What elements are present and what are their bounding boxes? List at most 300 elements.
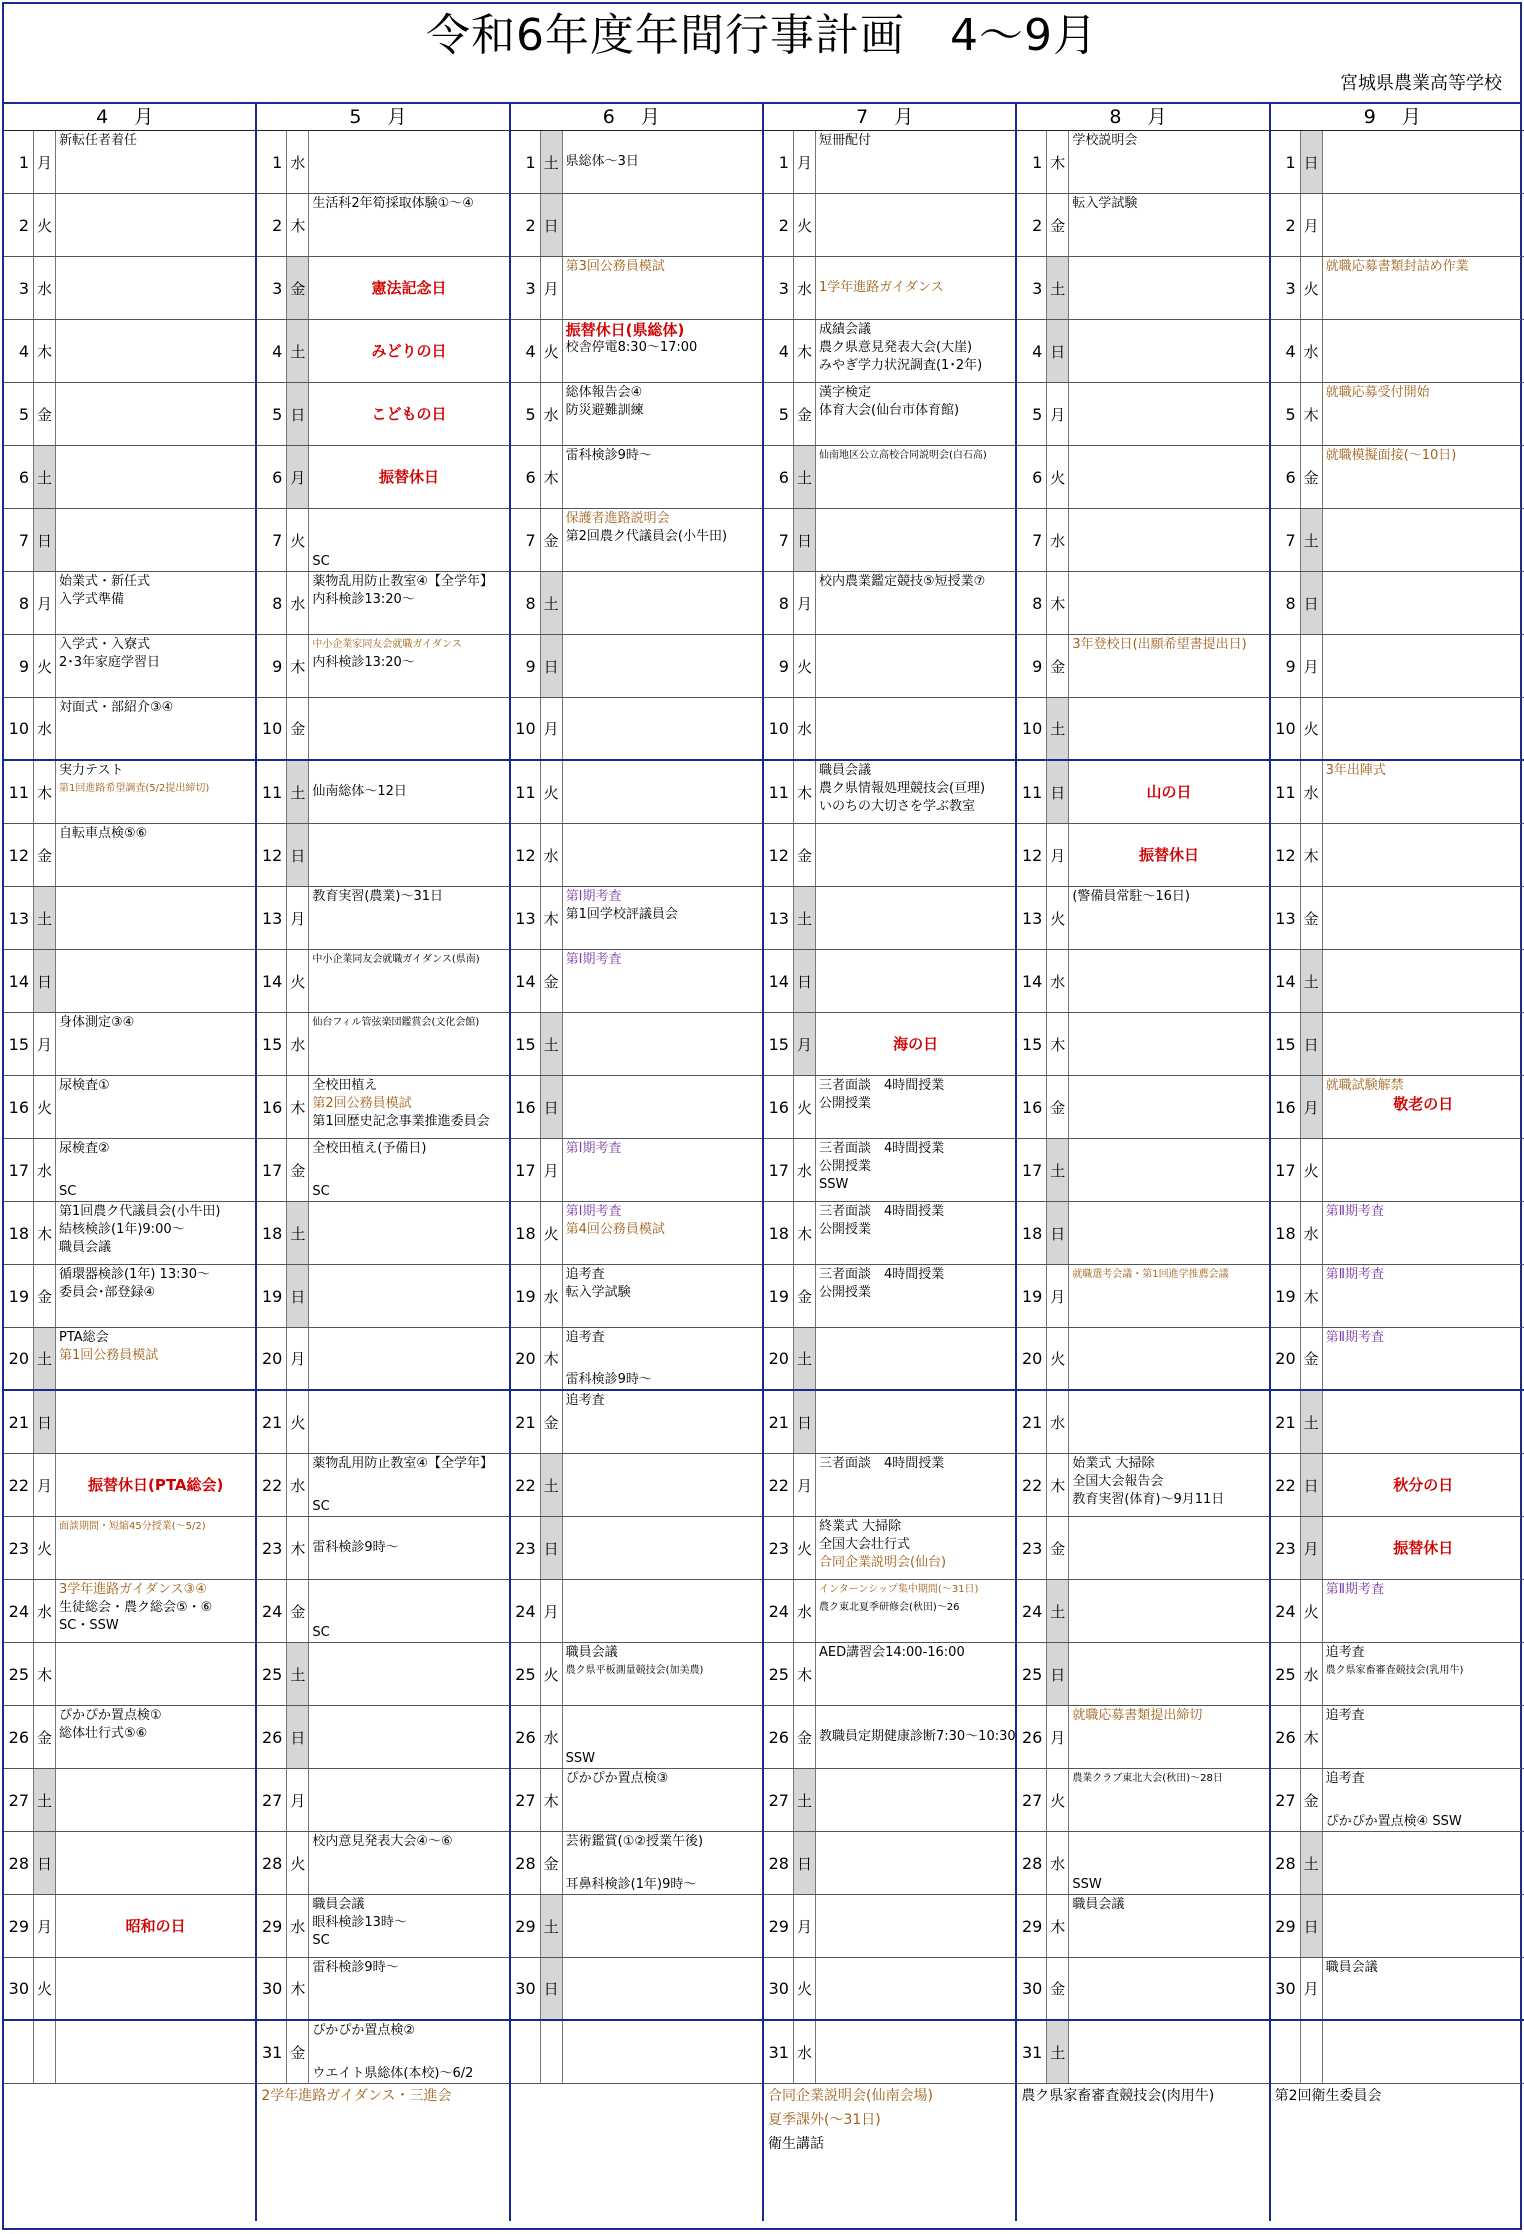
weekday: 日 [287,383,309,445]
day-events [1323,1517,1524,1579]
weekday: 水 [1047,1391,1069,1453]
event-text: 仙南総体〜12日 [312,784,407,799]
day-row [511,194,762,257]
day-number: 1 [1017,131,1047,193]
day-number: 9 [1271,635,1301,697]
day-number: 5 [257,383,287,445]
weekday: 土 [1301,509,1323,571]
day-number: 12 [1271,824,1301,886]
day-row [4,1139,255,1202]
day-number: 9 [257,635,287,697]
day-number: 21 [4,1391,34,1453]
weekday: 土 [34,1769,56,1831]
event-text: 追考査 [565,1267,605,1282]
day-events [816,1769,1015,1831]
weekday: 月 [287,1328,309,1389]
day-number: 13 [4,887,34,949]
day-events [309,131,508,193]
day-events [563,1643,762,1705]
day-row [1271,1013,1524,1076]
day-events [563,887,762,949]
event-text: 転入学試験 [1072,196,1138,211]
weekday: 土 [1301,1391,1323,1453]
day-row [1271,1706,1524,1769]
event-text: SC・SSW [59,1618,119,1633]
event-text: 新転任者着任 [59,133,138,148]
weekday: 火 [794,1076,816,1138]
day-number: 10 [511,698,541,759]
day-row [1017,383,1268,446]
day-events [563,635,762,697]
weekday: 木 [1047,1013,1069,1075]
day-number: 4 [764,320,794,382]
day-row [257,572,508,635]
weekday: 月 [1301,1517,1323,1579]
day-number: 5 [1271,383,1301,445]
event-text: SSW [818,1177,849,1192]
day-number: 16 [1017,1076,1047,1138]
weekday: 月 [541,698,563,759]
day-events [563,509,762,571]
day-events [309,383,508,445]
day-row [4,1832,255,1895]
day-row [257,1076,508,1139]
event-text: SC [312,1499,330,1514]
event-text: SSW [565,1751,596,1766]
day-row [1271,887,1524,950]
day-events [1323,509,1524,571]
event-text: 就職応募書類提出締切 [1072,1708,1203,1723]
day-number [511,2021,541,2083]
weekday: 木 [794,1643,816,1705]
weekday: 水 [1301,761,1323,823]
day-number: 27 [257,1769,287,1831]
day-number: 3 [1017,257,1047,319]
day-row [511,1517,762,1580]
weekday: 火 [287,1391,309,1453]
weekday: 木 [1047,131,1069,193]
day-number: 10 [1017,698,1047,759]
day-number: 3 [764,257,794,319]
day-events [1323,1895,1524,1957]
day-row [764,635,1015,698]
day-row [764,824,1015,887]
day-number: 19 [764,1265,794,1327]
day-events [1323,1706,1524,1768]
weekday: 月 [34,1895,56,1957]
weekday: 土 [1047,1580,1069,1642]
day-events [56,509,255,571]
event-text: 身体測定③④ [59,1015,135,1030]
day-events [1069,2021,1268,2083]
day-number: 25 [4,1643,34,1705]
day-number: 11 [4,761,34,823]
day-number: 17 [511,1139,541,1201]
day-number: 3 [257,257,287,319]
day-row [1271,1517,1524,1580]
weekday: 月 [1301,1076,1323,1138]
weekday: 日 [1301,1895,1323,1957]
day-events [309,572,508,634]
weekday: 火 [34,1076,56,1138]
event-text: みやぎ学力状況調査(1･2年) [818,358,983,373]
day-events [816,446,1015,508]
day-row [257,1958,508,2021]
weekday: 水 [287,1454,309,1516]
day-row [1271,1832,1524,1895]
day-events [309,1643,508,1705]
day-number: 9 [511,635,541,697]
weekday: 土 [1047,698,1069,759]
weekday: 日 [541,194,563,256]
day-number: 17 [1017,1139,1047,1201]
day-events [1069,698,1268,759]
day-row [257,446,508,509]
month-column [511,104,764,2221]
weekday: 土 [287,320,309,382]
day-events [563,950,762,1012]
weekday: 火 [34,194,56,256]
weekday: 日 [541,1517,563,1579]
day-number: 10 [257,698,287,759]
day-row [1271,1076,1524,1139]
day-number: 5 [4,383,34,445]
day-row [1271,2021,1524,2084]
day-row [1017,1958,1268,2021]
weekday: 日 [1047,761,1069,823]
event-text: 内科検診13:20〜 [312,592,415,607]
day-number: 2 [1017,194,1047,256]
day-events [1323,1958,1524,2019]
day-row [257,1013,508,1076]
weekday: 日 [287,824,309,886]
day-events [1323,2021,1524,2083]
day-events [1069,257,1268,319]
day-number: 31 [257,2021,287,2083]
day-row [511,1013,762,1076]
event-text: SC [312,1933,330,1948]
weekday: 土 [794,1328,816,1389]
day-number: 25 [1271,1643,1301,1705]
day-row [511,1391,762,1454]
day-number: 6 [764,446,794,508]
weekday: 金 [1301,1769,1323,1831]
day-row [764,572,1015,635]
day-events [1323,131,1524,193]
day-number: 9 [764,635,794,697]
day-row [257,761,508,824]
weekday: 木 [1047,572,1069,634]
day-row [764,1139,1015,1202]
day-row [511,887,762,950]
event-text: 全国大会壮行式 [818,1537,910,1552]
weekday: 土 [34,1328,56,1389]
day-events [1323,194,1524,256]
month-footer [257,2084,508,2221]
day-events [563,1265,762,1327]
weekday: 火 [541,1643,563,1705]
day-number: 2 [257,194,287,256]
day-row [1017,698,1268,761]
day-events [56,1769,255,1831]
day-number: 27 [4,1769,34,1831]
event-text: 学校説明会 [1072,133,1138,148]
day-events [56,824,255,886]
day-number: 3 [511,257,541,319]
day-number: 27 [511,1769,541,1831]
day-number: 6 [511,446,541,508]
event-text: 仙台フィル管弦楽団鑑賞会(文化会館) [312,1017,480,1028]
month-grid [4,104,1524,2221]
day-events [1069,1769,1268,1831]
day-number: 6 [4,446,34,508]
day-row [1271,194,1524,257]
day-row [511,1958,762,2021]
day-row [1017,572,1268,635]
day-row [511,383,762,446]
day-row [1017,1265,1268,1328]
event-text: 公開授業 [818,1159,871,1174]
day-row [1271,635,1524,698]
weekday: 木 [287,635,309,697]
day-number: 7 [257,509,287,571]
day-events [56,1391,255,1453]
weekday: 日 [1047,1643,1069,1705]
day-row [511,698,762,761]
day-row [1271,446,1524,509]
event-text: 転入学試験 [565,1285,631,1300]
day-number [1271,2021,1301,2083]
weekday: 水 [34,698,56,759]
day-row [257,1517,508,1580]
day-number: 7 [764,509,794,571]
day-row [4,320,255,383]
day-events [563,131,762,193]
day-row [4,1895,255,1958]
weekday: 月 [1047,1265,1069,1327]
event-text: 雷科検診9時〜 [312,1960,399,1975]
weekday: 木 [794,761,816,823]
day-row [511,572,762,635]
event-text: 雷科検診9時〜 [312,1540,399,1555]
day-number: 12 [1017,824,1047,886]
day-row [511,824,762,887]
event-text: 第1回歴史記念事業推進委員会 [312,1114,490,1129]
day-row [764,1958,1015,2021]
day-events [563,1391,762,1453]
weekday: 土 [541,1013,563,1075]
event-text: 保護者進路説明会 [565,511,670,526]
day-number: 13 [764,887,794,949]
event-text: 振替休日 [1138,846,1199,864]
event-text: 全校田植え [312,1078,378,1093]
day-number: 24 [1017,1580,1047,1642]
day-events [309,1895,508,1957]
day-number: 29 [1271,1895,1301,1957]
day-row [511,1832,762,1895]
day-events [309,1202,508,1264]
day-number: 30 [511,1958,541,2019]
day-events [1069,950,1268,1012]
event-text: 憲法記念日 [371,279,447,297]
event-text: 公開授業 [818,1222,871,1237]
footer-text: 2学年進路ガイダンス・三進会 [261,2088,452,2104]
event-text: 始業式 大掃除 [1072,1456,1155,1471]
day-row [764,1328,1015,1391]
weekday: 月 [1301,1958,1323,2019]
day-number: 2 [4,194,34,256]
day-events [816,635,1015,697]
day-number: 28 [1017,1832,1047,1894]
day-events [56,383,255,445]
event-text: 追考査 [565,1330,605,1345]
weekday: 月 [1047,1706,1069,1768]
day-number: 24 [4,1580,34,1642]
event-text: 眼科検診13時〜 [312,1915,407,1930]
event-text: 3年登校日(出願希望書提出日) [1072,637,1247,652]
day-row [511,257,762,320]
weekday: 日 [1301,1454,1323,1516]
weekday: 月 [1301,194,1323,256]
month-column [764,104,1017,2221]
day-events [816,383,1015,445]
event-text: 総体壮行式⑤⑥ [59,1726,148,1741]
event-text: 入学式準備 [59,592,125,607]
day-row [764,320,1015,383]
weekday: 火 [1047,887,1069,949]
day-row [257,1265,508,1328]
day-events [563,1958,762,2019]
event-text: 3年出陣式 [1325,763,1386,778]
event-text: 循環器検診(1年) 13:30〜 [59,1267,211,1282]
weekday: 月 [541,257,563,319]
event-text: 農業クラブ東北大会(秋田)〜28日 [1072,1773,1223,1784]
weekday: 土 [1047,257,1069,319]
weekday: 日 [541,1076,563,1138]
event-text: 内科検診13:20〜 [312,655,415,670]
weekday: 日 [287,1706,309,1768]
event-text: 就職試験解禁 [1325,1078,1404,1093]
event-text: 3学年進路ガイダンス③④ [59,1582,207,1597]
day-number: 8 [764,572,794,634]
day-number: 25 [1017,1643,1047,1705]
day-row [1017,1391,1268,1454]
day-events [1323,1580,1524,1642]
day-row [764,1265,1015,1328]
day-row [1017,1580,1268,1643]
weekday: 日 [794,1391,816,1453]
day-number: 26 [4,1706,34,1768]
day-events [1069,1643,1268,1705]
day-row [257,1454,508,1517]
day-number: 23 [1017,1517,1047,1579]
day-row [764,1202,1015,1265]
weekday: 土 [1301,1832,1323,1894]
weekday: 土 [541,1454,563,1516]
weekday: 日 [794,950,816,1012]
event-text: 追考査 [565,1393,605,1408]
month-column [4,104,257,2221]
day-number: 8 [1271,572,1301,634]
weekday: 火 [1301,1139,1323,1201]
event-text: 第Ⅱ期考査 [1325,1204,1385,1219]
day-row [257,1202,508,1265]
day-number: 12 [257,824,287,886]
day-number: 23 [764,1517,794,1579]
event-text: 結核検診(1年)9:00〜 [59,1222,185,1237]
day-row [257,950,508,1013]
weekday: 火 [287,1832,309,1894]
event-text: 教育実習(農業)〜31日 [312,889,444,904]
event-text: 合同企業説明会(仙台) [818,1555,947,1570]
weekday: 木 [541,1328,563,1389]
day-events [1069,887,1268,949]
day-events [56,887,255,949]
event-text: 漢字検定 [818,385,871,400]
day-number: 9 [4,635,34,697]
day-row [1271,509,1524,572]
day-events [56,698,255,759]
day-number: 11 [257,761,287,823]
day-row [4,2021,255,2084]
day-number: 22 [764,1454,794,1516]
day-events [1323,1013,1524,1075]
day-events [1323,320,1524,382]
weekday: 金 [541,950,563,1012]
day-row [511,1265,762,1328]
event-text: 成績会議 [818,322,871,337]
day-number: 26 [511,1706,541,1768]
weekday: 水 [541,1706,563,1768]
day-events [816,509,1015,571]
event-text: 職員会議 [1325,1960,1378,1975]
day-events [56,1013,255,1075]
day-number: 22 [1271,1454,1301,1516]
day-row [4,1769,255,1832]
day-events [563,698,762,759]
day-row [511,320,762,383]
event-text: 三者面談 4時間授業 [818,1141,945,1156]
event-text: 職員会議 [59,1240,112,1255]
event-text: 始業式・新任式 [59,574,151,589]
day-row [1271,1202,1524,1265]
day-events [1069,635,1268,697]
event-text: 入学式・入寮式 [59,637,151,652]
day-number: 15 [511,1013,541,1075]
day-events [563,1580,762,1642]
day-events [1069,1706,1268,1768]
calendar-sheet [2,2,1522,2230]
day-row [511,761,762,824]
event-text: 中小企業家同友会就職ガイダンス [312,639,462,650]
day-row [1017,761,1268,824]
day-events [816,887,1015,949]
day-row [4,1076,255,1139]
day-number: 11 [764,761,794,823]
event-text: 追考査 [1325,1771,1365,1786]
day-events [56,320,255,382]
weekday: 金 [287,2021,309,2083]
day-events [1323,383,1524,445]
month-column [1017,104,1270,2221]
event-text: 第Ⅱ期考査 [1325,1582,1385,1597]
day-number: 4 [1271,320,1301,382]
weekday: 日 [794,1832,816,1894]
day-number: 1 [257,131,287,193]
day-events [1069,824,1268,886]
day-row [764,509,1015,572]
day-number: 8 [511,572,541,634]
